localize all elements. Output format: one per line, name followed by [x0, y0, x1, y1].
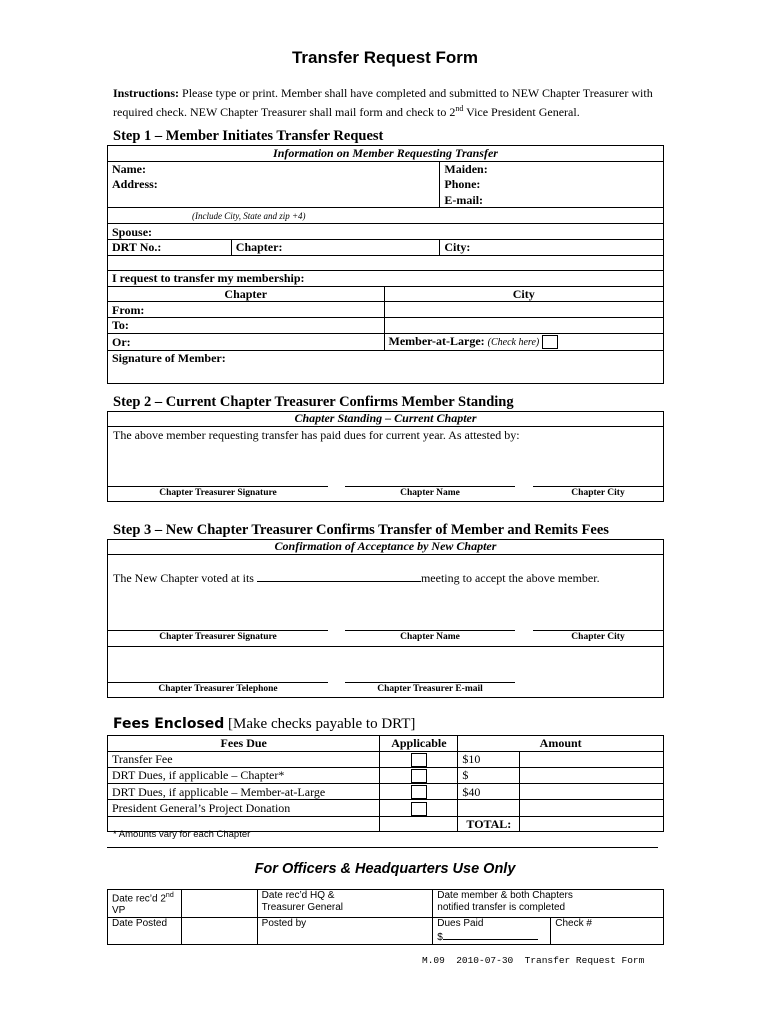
date-received-hq-label: Date rec’d HQ & Treasurer General — [257, 890, 433, 918]
drt-no-field[interactable]: DRT No.: — [108, 239, 232, 255]
step2-city-label: Chapter City — [571, 488, 625, 498]
fee-row-amount[interactable]: $ — [458, 767, 520, 783]
date-received-vp-label: Date rec’d 2nd VP — [108, 890, 182, 918]
fee-row-amount: $10 — [458, 751, 520, 767]
from-city-field[interactable] — [384, 302, 664, 318]
step1-table — [107, 145, 664, 384]
date-notified-label: Date member & both Chapters notified transfer is completed — [433, 890, 664, 918]
address-field[interactable]: Address: — [108, 177, 440, 193]
email-field[interactable]: E-mail: — [440, 192, 664, 208]
fees-col-applicable: Applicable — [380, 736, 458, 752]
fee-row-amount: $40 — [458, 784, 520, 800]
member-signature-space[interactable] — [108, 366, 664, 384]
date-received-vp-field[interactable] — [181, 890, 257, 918]
fee-applicable-checkbox[interactable] — [411, 753, 427, 767]
step3-email-label: Chapter Treasurer E-mail — [377, 684, 483, 694]
step3-city-label: Chapter City — [571, 632, 625, 642]
step3-caption: Confirmation of Acceptance by New Chapter — [107, 539, 664, 555]
step3-telephone-line[interactable] — [108, 682, 328, 683]
to-city-field[interactable] — [384, 317, 664, 333]
step2-chapter-city-line[interactable] — [533, 486, 663, 487]
fee-amount-field[interactable] — [520, 767, 664, 783]
meeting-date-field[interactable] — [257, 571, 421, 582]
to-chapter-field[interactable]: To: — [108, 317, 385, 333]
member-at-large-cell — [384, 333, 664, 350]
member-at-large-checkbox[interactable] — [542, 335, 558, 349]
address-hint-row — [108, 208, 664, 224]
step1-caption: Information on Member Requesting Transfer — [108, 146, 664, 162]
fee-applicable-checkbox[interactable] — [411, 785, 427, 799]
fees-footnote: * Amounts vary for each Chapter — [113, 829, 251, 840]
step2-sig-label: Chapter Treasurer Signature — [159, 488, 277, 498]
step2-caption: Chapter Standing – Current Chapter — [107, 411, 664, 427]
fee-row-label: Transfer Fee — [108, 751, 380, 767]
step3-signature-line[interactable] — [108, 630, 328, 631]
step3-text-end: meeting to accept the above member. — [420, 571, 600, 585]
date-posted-field[interactable] — [181, 918, 257, 945]
fees-table — [107, 735, 664, 832]
phone-field[interactable]: Phone: — [440, 177, 664, 193]
fee-row-amount[interactable] — [458, 800, 520, 816]
instructions-text-end: Vice President General. — [463, 105, 580, 119]
office-heading: For Officers & Headquarters Use Only — [254, 861, 516, 877]
step3-name-label: Chapter Name — [400, 632, 460, 642]
step2-name-label: Chapter Name — [400, 488, 460, 498]
office-table — [107, 889, 664, 945]
dues-paid-field[interactable] — [443, 930, 538, 940]
name-field[interactable]: Name: — [108, 161, 440, 177]
instructions-sup: nd — [455, 104, 464, 113]
step2-signature-line[interactable] — [108, 486, 328, 487]
date-posted-label: Date Posted — [108, 918, 182, 945]
step3-text-start: The New Chapter voted at its — [113, 571, 257, 585]
footer-form-code: M.09 2010-07-30 Transfer Request Form — [422, 955, 645, 966]
transfer-request-label: I request to transfer my membership: — [108, 271, 664, 287]
fees-col-due: Fees Due — [108, 736, 380, 752]
step3-email-line[interactable] — [345, 682, 515, 683]
spacer-row — [108, 255, 664, 271]
step2-heading: Step 2 – Current Chapter Treasurer Confirms Member Standing — [113, 394, 514, 410]
step2-text: The above member requesting transfer has paid dues for current year. As attested by: — [113, 428, 520, 442]
fee-amount-field[interactable] — [520, 800, 664, 816]
step3-sig-label: Chapter Treasurer Signature — [159, 632, 277, 642]
step3-chapter-name-line[interactable] — [345, 630, 515, 631]
page-title: Transfer Request Form — [291, 48, 479, 67]
chapter-field[interactable]: Chapter: — [231, 239, 440, 255]
fee-row-label: DRT Dues, if applicable – Member-at-Large — [108, 784, 380, 800]
fee-row-label: President General’s Project Donation — [108, 800, 380, 816]
address-field-line2[interactable] — [108, 192, 440, 208]
check-number-label: Check # — [551, 918, 664, 945]
address-hint: (Include City, State and zip +4) — [192, 211, 306, 222]
col-chapter-header: Chapter — [108, 286, 385, 302]
fee-amount-field[interactable] — [520, 784, 664, 800]
total-blank-2 — [380, 816, 458, 832]
instructions-text: Please type or print. Member shall have completed and submitted to NEW Chapter Treasurer with required check. NEW Chapter Treasurer shall mail form and check to 2 — [113, 86, 653, 119]
fee-row-label: DRT Dues, if applicable – Chapter* — [108, 767, 380, 783]
fees-heading-title: Fees Enclosed — [113, 716, 225, 732]
step3-divider — [107, 646, 664, 647]
fees-heading — [113, 716, 415, 733]
step1-heading: Step 1 – Member Initiates Transfer Request — [113, 128, 384, 144]
city-field[interactable]: City: — [440, 239, 664, 255]
step3-heading: Step 3 – New Chapter Treasurer Confirms Transfer of Member and Remits Fees — [113, 522, 609, 538]
spouse-field[interactable]: Spouse: — [108, 224, 664, 240]
from-chapter-field[interactable]: From: — [108, 302, 385, 318]
member-signature-field[interactable]: Signature of Member: — [108, 350, 664, 366]
fees-col-amount: Amount — [458, 736, 664, 752]
step3-box — [107, 539, 664, 698]
instructions-label: Instructions: — [113, 86, 180, 100]
office-divider — [107, 847, 658, 848]
fee-amount-field[interactable] — [520, 751, 664, 767]
instructions — [113, 86, 673, 120]
step3-text — [113, 571, 600, 586]
or-label: Or: — [108, 333, 385, 350]
total-label: TOTAL: — [458, 816, 520, 832]
fees-heading-note: [Make checks payable to DRT] — [224, 716, 416, 732]
dues-paid-cell: Dues Paid $ — [433, 918, 551, 945]
step2-chapter-name-line[interactable] — [345, 486, 515, 487]
maiden-field[interactable]: Maiden: — [440, 161, 664, 177]
posted-by-label: Posted by — [257, 918, 433, 945]
check-here-hint: (Check here) — [487, 336, 540, 348]
member-at-large-label: Member-at-Large: — [388, 333, 485, 348]
fee-applicable-checkbox[interactable] — [411, 769, 427, 783]
step3-telephone-label: Chapter Treasurer Telephone — [158, 684, 278, 694]
step3-chapter-city-line[interactable] — [533, 630, 663, 631]
fee-applicable-checkbox[interactable] — [411, 802, 427, 816]
total-amount-field[interactable] — [520, 816, 664, 832]
col-city-header: City — [384, 286, 664, 302]
